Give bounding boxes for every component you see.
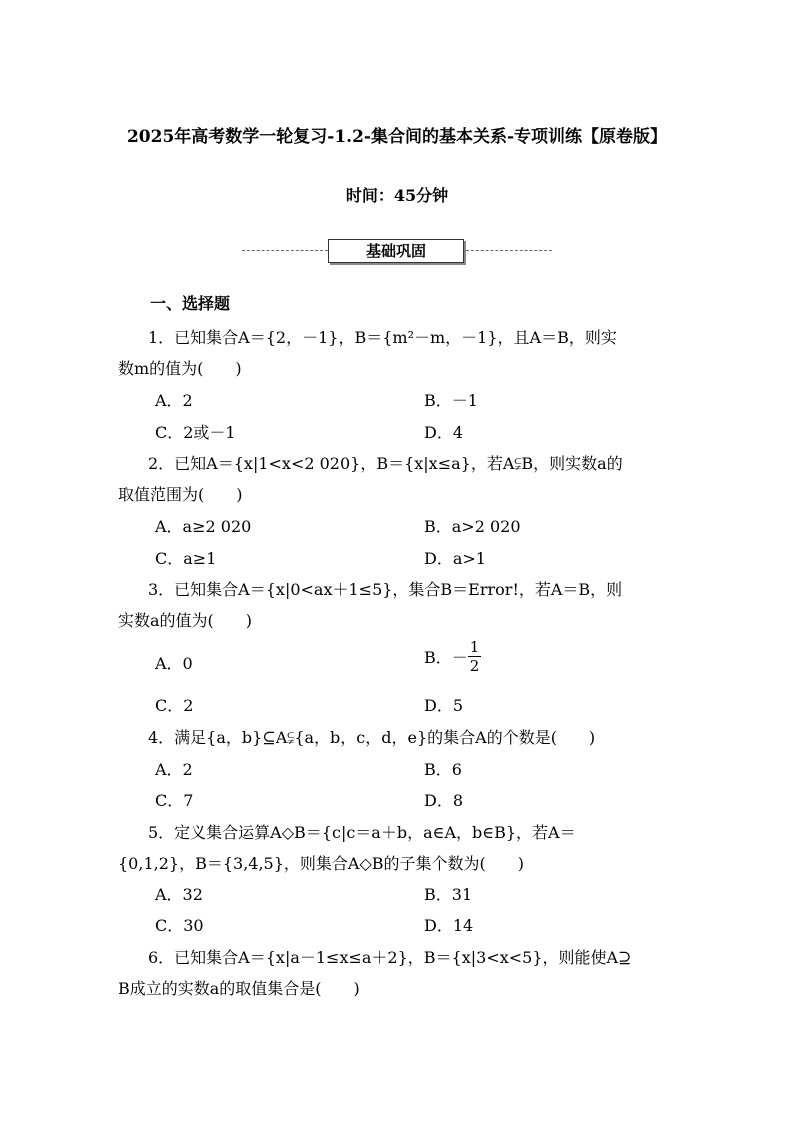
banner-divider-left (242, 250, 328, 251)
question-3-option-d: D．5 (424, 696, 464, 715)
question-2-line-2: 取值范围为( ) (118, 485, 243, 504)
question-1-option-d: D．4 (424, 423, 464, 442)
question-3-option-b-label: B．－ (424, 648, 468, 667)
question-5-line-2: {0,1,2}，B＝{3,4,5}，则集合A◇B的子集个数为( ) (118, 854, 525, 873)
question-5-option-b: B．31 (424, 885, 473, 904)
question-5-line-1: 5．定义集合运算A◇B＝{c|c＝a＋b，a∈A，b∈B}，若A＝ (148, 823, 576, 842)
document-title: 2025年高考数学一轮复习-1.2-集合间的基本关系-专项训练【原卷版】 (126, 127, 668, 147)
question-3-option-b (424, 638, 481, 675)
question-6-line-2: B成立的实数a的取值集合是( ) (118, 979, 360, 998)
question-4-line-1: 4．满足{a，b}⊆A⫋{a，b，c，d，e}的集合A的个数是( ) (148, 728, 596, 747)
question-2-option-a: A．a≥2 020 (155, 517, 252, 536)
question-2-option-d: D．a>1 (424, 549, 486, 568)
fraction-one-half (468, 638, 482, 675)
section-banner (242, 237, 552, 265)
question-3-line-2: 实数a的值为( ) (118, 611, 253, 630)
question-6-line-1: 6．已知集合A＝{x|a－1≤x≤a＋2}，B＝{x|3<x<5}，则能使A⊇ (148, 948, 632, 967)
question-2-option-c: C．a≥1 (155, 549, 217, 568)
question-3-line-1: 3．已知集合A＝{x|0<ax＋1≤5}，集合B＝Error!，若A＝B，则 (148, 580, 623, 599)
question-2-option-b: B．a>2 020 (424, 517, 521, 536)
banner-divider-right (466, 250, 552, 251)
banner-label: 基础巩固 (328, 239, 464, 263)
question-4-option-d: D．8 (424, 791, 464, 810)
question-4-option-c: C．7 (155, 791, 194, 810)
question-1-line-1: 1．已知集合A＝{2，－1}，B＝{m²－m，－1}，且A＝B，则实 (148, 328, 617, 347)
question-4-option-b: B．6 (424, 760, 462, 779)
question-5-option-c: C．30 (155, 916, 204, 935)
question-5-option-d: D．14 (424, 916, 474, 935)
question-1-option-b: B．－1 (424, 391, 478, 410)
question-1-line-2: 数m的值为( ) (118, 359, 242, 378)
question-2-line-1: 2．已知A＝{x|1<x<2 020}，B＝{x|x≤a}，若A⫋B，则实数a的 (148, 454, 623, 473)
question-1-option-a: A．2 (155, 391, 193, 410)
question-3-option-a: A．0 (155, 654, 193, 673)
question-5-option-a: A．32 (155, 885, 203, 904)
question-1-option-c: C．2或－1 (155, 423, 236, 442)
question-4-option-a: A．2 (155, 760, 193, 779)
time-limit: 时间：45分钟 (345, 186, 449, 205)
fraction-numerator: 1 (469, 638, 480, 656)
section-heading: 一、选择题 (150, 294, 231, 313)
fraction-denominator: 2 (469, 657, 480, 675)
question-3-option-c: C．2 (155, 696, 194, 715)
